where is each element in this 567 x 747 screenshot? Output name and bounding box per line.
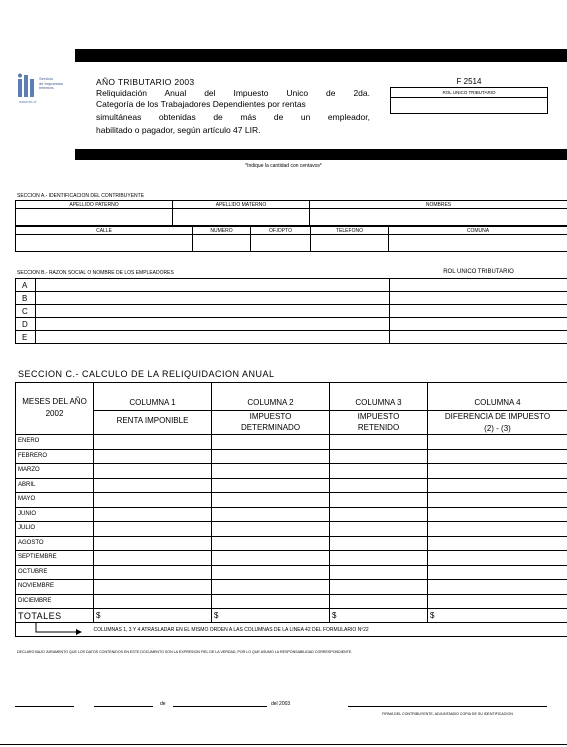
column1-cell[interactable] [94,435,212,450]
month-row [16,507,567,522]
month-label: ABRIL [16,478,94,493]
month-label: SEPTIEMBRE [16,551,94,566]
arrow-cell [16,623,94,637]
month-field[interactable] [173,706,267,707]
section-b-table [15,278,567,344]
comuna-field[interactable] [389,235,567,252]
month-label: JULIO [16,522,94,537]
column1-cell[interactable] [94,507,212,522]
month-row [16,464,567,479]
employer-row-letter: A [16,279,36,292]
section-a-title: SECCION A.- IDENTIFICACION DEL CONTRIBUYENTE [17,193,145,199]
column2-cell[interactable] [212,536,330,551]
year-label: del 2003 [271,701,291,707]
month-row [16,435,567,450]
column3-cell[interactable] [330,478,428,493]
numero-field[interactable] [193,235,251,252]
header-rut-field[interactable] [391,98,547,113]
column4-cell[interactable] [428,594,567,609]
transfer-note: COLUMNAS 1, 3 Y 4 ATRASLADAR EN EL MISMO ORDEN A LAS COLUMNAS DE LA LINEA 42 DEL FORMULARIO Nº22 [94,623,567,637]
logo-line1: Servicio [39,76,54,81]
column4-cell[interactable] [428,449,567,464]
title-line3: simultáneas obtenidas de más de un empleador, [96,112,370,122]
column3-subtitle-l2: RETENIDO [357,423,400,432]
employer-rut-field[interactable] [390,279,567,292]
tax-year: AÑO TRIBUTARIO 2003 [96,77,195,87]
nombres-label: NOMBRES [310,201,567,209]
column4-cell[interactable] [428,580,567,595]
employer-name-field[interactable] [36,331,390,344]
column4-subtitle-l2: (2) - (3) [484,424,511,433]
column3-cell[interactable] [330,594,428,609]
instruction-text: *Indique la cantidad con centavos* [245,163,322,169]
column4-cell[interactable] [428,522,567,537]
month-row [16,536,567,551]
column1-header [94,383,212,435]
column2-cell[interactable] [212,594,330,609]
employer-row-letter: D [16,318,36,331]
month-row [16,594,567,609]
apellido-paterno-field[interactable] [16,209,173,226]
apellido-materno-field[interactable] [173,209,310,226]
telefono-field[interactable] [311,235,389,252]
column4-subtitle-l1: DIFERENCIA DE IMPUESTO [444,412,551,421]
totals-label: TOTALES [16,609,94,623]
months-header-l2: 2002 [45,409,64,418]
comuna-label: COMUNA [389,227,567,235]
column3-cell[interactable] [330,565,428,580]
column1-cell[interactable] [94,580,212,595]
column3-title: COLUMNA 3 [355,398,402,407]
bottom-rule [0,744,567,745]
section-c-table [15,382,567,637]
employer-name-field[interactable] [36,279,390,292]
total-col1-field[interactable] [94,609,212,623]
column1-title: COLUMNA 1 [129,398,176,407]
column2-cell[interactable] [212,522,330,537]
title-line2: Categoría de los Trabajadores Dependientes por rentas [96,98,306,109]
middle-black-bar [75,149,567,160]
section-b-title: SECCION B.- RAZON SOCIAL O NOMBRE DE LOS EMPLEADORES [17,270,174,276]
sii-logo [17,73,75,103]
column2-cell[interactable] [212,493,330,508]
section-b-rut-label: ROL UNICO TRIBUTARIO [443,269,514,275]
column2-subtitle-l2: DETERMINADO [240,423,301,432]
column4-cell[interactable] [428,536,567,551]
apellido-paterno-label: APELLIDO PATERNO [16,201,173,209]
total-col3-field[interactable] [330,609,428,623]
column3-cell[interactable] [330,580,428,595]
title-line1: Reliquidación Anual del Impuesto Unico de 2da. [96,88,370,98]
column3-cell[interactable] [330,493,428,508]
column1-cell[interactable] [94,478,212,493]
column4-cell[interactable] [428,478,567,493]
month-row [16,449,567,464]
month-row [16,493,567,508]
total-col2-field[interactable] [212,609,330,623]
employer-name-field[interactable] [36,292,390,305]
numero-label: NUMERO [193,227,251,235]
month-label: OCTUBRE [16,565,94,580]
employer-rut-field[interactable] [390,318,567,331]
column2-cell[interactable] [212,565,330,580]
logo-url: www.sii.cl [19,99,37,104]
column2-subtitle-l1: IMPUESTO [249,412,292,421]
month-label: DICIEMBRE [16,594,94,609]
logo-line3: Internos [39,85,54,90]
employer-rut-field[interactable] [390,331,567,344]
column1-cell[interactable] [94,551,212,566]
calle-field[interactable] [16,235,193,252]
top-black-bar [75,49,567,62]
section-a-address-table [15,226,567,252]
column1-cell[interactable] [94,536,212,551]
column4-cell[interactable] [428,565,567,580]
column3-header [330,383,428,435]
currency-sign: $ [96,611,101,620]
column4-title: COLUMNA 4 [474,398,521,407]
column2-cell[interactable] [212,435,330,450]
signature-line[interactable] [348,706,547,707]
month-label: JUNIO [16,507,94,522]
column1-cell[interactable] [94,565,212,580]
column2-cell[interactable] [212,478,330,493]
column4-cell[interactable] [428,464,567,479]
column4-cell[interactable] [428,507,567,522]
column2-cell[interactable] [212,580,330,595]
column1-cell[interactable] [94,594,212,609]
header-rut-label: ROL UNICO TRIBUTARIO [391,88,547,98]
column2-cell[interactable] [212,507,330,522]
column1-cell[interactable] [94,493,212,508]
month-label: MARZO [16,464,94,479]
section-a-table [15,200,567,226]
column1-cell[interactable] [94,449,212,464]
column2-title: COLUMNA 2 [247,398,294,407]
day-field[interactable] [94,706,153,707]
column3-cell[interactable] [330,551,428,566]
months-header [16,383,94,435]
column3-subtitle-l1: IMPUESTO [357,412,400,421]
header-rut-box [390,87,548,114]
column4-header [428,383,567,435]
column3-cell[interactable] [330,536,428,551]
column3-cell[interactable] [330,522,428,537]
right-arrow-icon [16,623,94,637]
column1-cell[interactable] [94,522,212,537]
column2-header [212,383,330,435]
column4-cell[interactable] [428,435,567,450]
column3-cell[interactable] [330,507,428,522]
section-c-title: SECCION C.- CALCULO DE LA RELIQUIDACION ANUAL [18,369,275,379]
apellido-materno-label: APELLIDO MATERNO [173,201,310,209]
column4-cell[interactable] [428,551,567,566]
column3-cell[interactable] [330,464,428,479]
month-row [16,551,567,566]
month-label: ENERO [16,435,94,450]
month-row [16,478,567,493]
employer-row-letter: C [16,305,36,318]
month-label: MAYO [16,493,94,508]
months-header-l1: MESES DEL AÑO [22,397,87,406]
currency-sign: $ [214,611,219,620]
column3-cell[interactable] [330,435,428,450]
column1-subtitle: RENTA IMPONIBLE [94,410,211,425]
logo-line2: de Impuestos [39,80,64,86]
employer-row-letter: B [16,292,36,305]
employer-rut-field[interactable] [390,292,567,305]
column2-cell[interactable] [212,464,330,479]
of-dpto-label: OF./DPTO [251,227,311,235]
employer-name-field[interactable] [36,318,390,331]
total-col4-field[interactable] [428,609,567,623]
of-dpto-field[interactable] [251,235,311,252]
column1-cell[interactable] [94,464,212,479]
place-field[interactable] [15,706,74,707]
month-label: NOVIEMBRE [16,580,94,595]
month-row [16,565,567,580]
employer-row-letter: E [16,331,36,344]
title-line4: habilitado o pagador, según artículo 47 LIR. [96,124,261,135]
employer-rut-field[interactable] [390,305,567,318]
month-row [16,580,567,595]
column2-cell[interactable] [212,551,330,566]
month-label: FEBRERO [16,449,94,464]
de-label: de [160,701,166,707]
month-label: AGOSTO [16,536,94,551]
currency-sign: $ [430,611,435,620]
employer-name-field[interactable] [36,305,390,318]
telefono-label: TELEFONO [311,227,389,235]
month-row [16,522,567,537]
form-title [96,88,370,135]
form-code: F 2514 [456,77,482,86]
nombres-field[interactable] [310,209,567,226]
sii-logo-icon [17,73,37,99]
column2-cell[interactable] [212,449,330,464]
column4-cell[interactable] [428,493,567,508]
currency-sign: $ [332,611,337,620]
declaration-text: DECLARO BAJO JURAMENTO QUE LOS DATOS CONTENIDOS EN ESTE DOCUMENTO SON LA EXPRESION FIEL DE LA VERDAD, POR LO QUE ASUMO LA RESPONSABILIDAD CORRESPONDIENTE. [17,650,353,654]
column3-cell[interactable] [330,449,428,464]
calle-label: CALLE [16,227,193,235]
signature-label: FIRMA DEL CONTRIBUYENTE, ADJUNTANDO COPIA DE SU IDENTIFICACION [382,712,513,716]
